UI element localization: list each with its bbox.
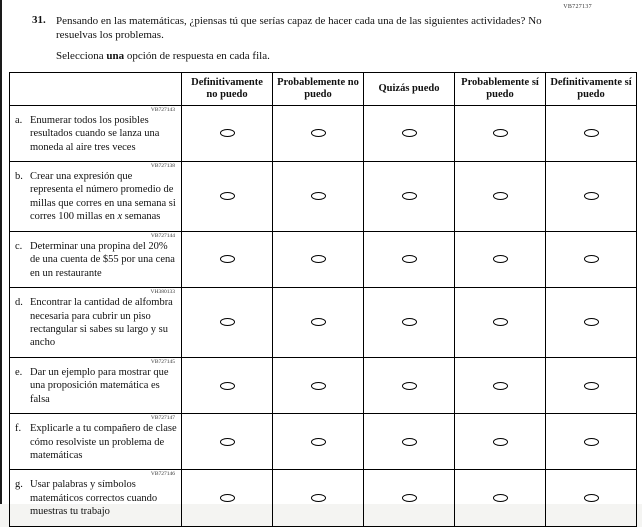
table-row-d bbox=[10, 288, 637, 358]
instruction-post: opción de respuesta en cada fila. bbox=[124, 49, 270, 62]
table-row-c bbox=[10, 231, 637, 287]
item-code: VB727145 bbox=[150, 358, 175, 365]
answer-oval-probablemente-no[interactable] bbox=[311, 382, 326, 390]
answer-oval-quizas[interactable] bbox=[402, 129, 417, 137]
answer-oval-probablemente-no[interactable] bbox=[311, 318, 326, 326]
header-probablemente-si: Probablemente sí puedo bbox=[455, 72, 546, 105]
header-row bbox=[10, 72, 637, 105]
answer-oval-definitivamente-si[interactable] bbox=[584, 382, 599, 390]
item-letter: d. bbox=[15, 297, 23, 309]
answer-oval-probablemente-no[interactable] bbox=[311, 494, 326, 502]
answer-oval-definitivamente-no[interactable] bbox=[220, 255, 235, 263]
item-text: Usar palabras y símbolos matemáticos correctos cuando muestras tu trabajo bbox=[30, 479, 158, 518]
answer-oval-definitivamente-no[interactable] bbox=[220, 318, 235, 326]
header-probablemente-no: Probablemente no puedo bbox=[273, 72, 364, 105]
header-quizas: Quizás puedo bbox=[364, 72, 455, 105]
item-text: Dar un ejemplo para mostrar que una proposición matemática es falsa bbox=[30, 366, 169, 405]
item-code: VB727143 bbox=[150, 106, 175, 113]
answer-oval-probablemente-no[interactable] bbox=[311, 129, 326, 137]
table-row-b bbox=[10, 162, 637, 232]
answer-oval-definitivamente-si[interactable] bbox=[584, 438, 599, 446]
answer-oval-quizas[interactable] bbox=[402, 255, 417, 263]
header-definitivamente-si: Definitivamente sí puedo bbox=[546, 72, 637, 105]
answer-oval-definitivamente-no[interactable] bbox=[220, 382, 235, 390]
item-letter: e. bbox=[15, 366, 23, 378]
answer-oval-definitivamente-no[interactable] bbox=[220, 192, 235, 200]
table-row-f bbox=[10, 414, 637, 470]
question-number: 31. bbox=[32, 14, 46, 26]
item-code: VB727147 bbox=[150, 415, 175, 422]
answer-oval-definitivamente-no[interactable] bbox=[220, 494, 235, 502]
answer-oval-probablemente-si[interactable] bbox=[493, 382, 508, 390]
table-row-g bbox=[10, 470, 637, 526]
header-empty bbox=[10, 72, 182, 105]
answer-oval-definitivamente-no[interactable] bbox=[220, 438, 235, 446]
answer-oval-probablemente-si[interactable] bbox=[493, 192, 508, 200]
table-row-a bbox=[10, 105, 637, 161]
response-matrix bbox=[9, 72, 637, 527]
item-text: Determinar una propina del 20% de una cuenta de $55 por una cena en un restaurante bbox=[30, 240, 175, 279]
item-text: Enumerar todos los posibles resultados cuando se lanza una moneda al aire tres veces bbox=[30, 114, 160, 153]
answer-oval-definitivamente-si[interactable] bbox=[584, 192, 599, 200]
item-code: VB727144 bbox=[150, 232, 175, 239]
item-letter: g. bbox=[15, 479, 23, 491]
answer-oval-quizas[interactable] bbox=[402, 382, 417, 390]
item-text: Crear una expresión que representa el número promedio de millas que corres en una semana si corres 100 millas en x semanas bbox=[30, 171, 176, 223]
item-text: Encontrar la cantidad de alfombra necesaria para cubrir un piso rectangular si sabes su largo y su ancho bbox=[30, 297, 173, 349]
response-instruction bbox=[56, 50, 642, 62]
page-form-code: VB727137 bbox=[563, 4, 592, 10]
instruction-pre: Selecciona bbox=[56, 49, 107, 62]
item-code: VB727146 bbox=[150, 471, 175, 478]
instruction-bold: una bbox=[106, 49, 125, 62]
answer-oval-probablemente-si[interactable] bbox=[493, 255, 508, 263]
answer-oval-probablemente-no[interactable] bbox=[311, 192, 326, 200]
question-31 bbox=[32, 14, 572, 43]
answer-oval-probablemente-si[interactable] bbox=[493, 494, 508, 502]
answer-oval-definitivamente-si[interactable] bbox=[584, 129, 599, 137]
answer-oval-probablemente-si[interactable] bbox=[493, 438, 508, 446]
item-letter: f. bbox=[15, 423, 22, 435]
item-letter: a. bbox=[15, 114, 23, 126]
answer-oval-quizas[interactable] bbox=[402, 494, 417, 502]
header-definitivamente-no: Definitivamente no puedo bbox=[182, 72, 273, 105]
answer-oval-probablemente-no[interactable] bbox=[311, 438, 326, 446]
answer-oval-probablemente-no[interactable] bbox=[311, 255, 326, 263]
item-code: VH380133 bbox=[150, 289, 175, 296]
table-row-e bbox=[10, 357, 637, 413]
answer-oval-definitivamente-si[interactable] bbox=[584, 255, 599, 263]
answer-oval-probablemente-si[interactable] bbox=[493, 129, 508, 137]
answer-oval-definitivamente-si[interactable] bbox=[584, 318, 599, 326]
item-letter: b. bbox=[15, 171, 23, 183]
answer-oval-quizas[interactable] bbox=[402, 318, 417, 326]
answer-oval-quizas[interactable] bbox=[402, 192, 417, 200]
answer-oval-definitivamente-no[interactable] bbox=[220, 129, 235, 137]
item-letter: c. bbox=[15, 240, 23, 252]
answer-oval-quizas[interactable] bbox=[402, 438, 417, 446]
answer-oval-probablemente-si[interactable] bbox=[493, 318, 508, 326]
answer-oval-definitivamente-si[interactable] bbox=[584, 494, 599, 502]
item-code: VB727138 bbox=[150, 163, 175, 170]
item-text: Explicarle a tu compañero de clase cómo resolviste un problema de matemáticas bbox=[30, 423, 177, 462]
question-text: Pensando en las matemáticas, ¿piensas tú que serías capaz de hacer cada una de las siguientes actividades? No resuelvas los problemas. bbox=[56, 15, 542, 42]
